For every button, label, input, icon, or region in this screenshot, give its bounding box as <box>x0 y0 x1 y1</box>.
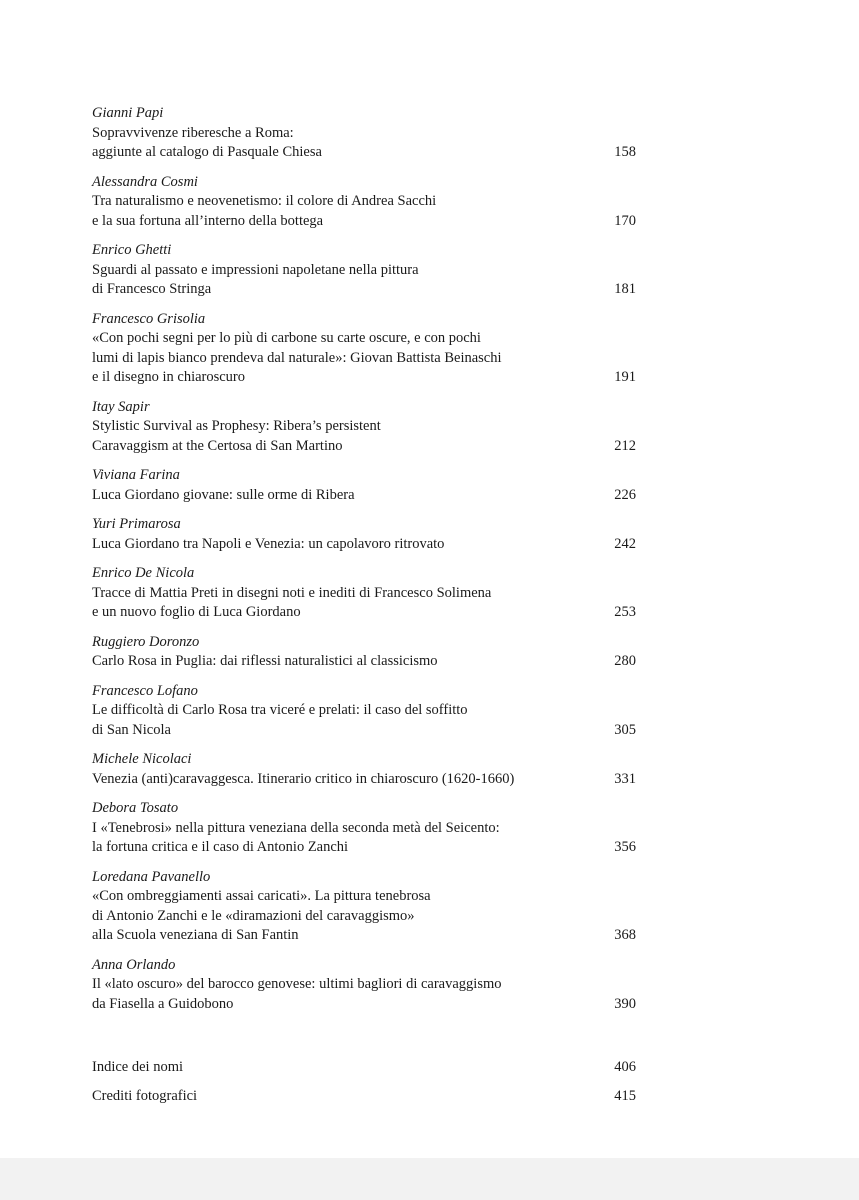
toc-entry <box>92 682 640 741</box>
entry-title-row <box>92 535 640 555</box>
back-matter-page-number: 415 <box>614 1088 636 1104</box>
entry-title <box>92 770 514 790</box>
entry-title-line: Stylistic Survival as Prophesy: Ribera’s persistent <box>92 418 381 434</box>
entry-title-row <box>92 819 640 858</box>
entry-title-row <box>92 701 640 740</box>
entry-title-line: di San Nicola <box>92 721 171 738</box>
toc-entry <box>92 868 640 946</box>
entry-author: Enrico Ghetti <box>92 242 172 258</box>
back-matter-item <box>92 1087 640 1107</box>
entry-author: Francesco Grisolia <box>92 310 206 327</box>
entry-title-row <box>92 887 640 946</box>
entry-author: Loredana Pavanello <box>92 868 211 885</box>
entry-author: Viviana Farina <box>92 467 180 483</box>
entry-page-number: 191 <box>614 369 636 385</box>
entry-title-line: Sopravvivenze riberesche a Roma: <box>92 124 294 141</box>
entry-title-line: da Fiasella a Guidobono <box>92 995 234 1012</box>
entry-title-row <box>92 192 640 231</box>
entry-title-line: Tra naturalismo e neovenetismo: il colore di Andrea Sacchi <box>92 193 437 209</box>
entry-author: Michele Nicolaci <box>92 751 192 767</box>
entry-page-number: 212 <box>614 437 636 454</box>
entry-author: Alessandra Cosmi <box>92 173 198 190</box>
entry-author: Gianni Papi <box>92 105 164 121</box>
toc-entry <box>92 398 640 457</box>
toc-entry <box>92 310 640 388</box>
entry-title <box>92 975 502 1014</box>
back-matter-page-number: 406 <box>614 1059 636 1075</box>
entry-page-number: 356 <box>614 839 636 855</box>
entry-title-row <box>92 652 640 672</box>
entry-author: Francesco Lofano <box>92 682 198 699</box>
entry-title-line: di Antonio Zanchi e le «diramazioni del caravaggismo» <box>92 907 415 924</box>
entry-page-number: 253 <box>614 604 636 620</box>
back-matter-item <box>92 1058 640 1078</box>
entry-page-number: 331 <box>614 770 636 787</box>
entry-page-number: 368 <box>614 927 636 943</box>
entry-title-line: Sguardi al passato e impressioni napoletane nella pittura <box>92 261 419 278</box>
entry-title <box>92 701 468 740</box>
entry-title-line: alla Scuola veneziana di San Fantin <box>92 927 299 943</box>
toc-entry <box>92 564 640 623</box>
toc-entry <box>92 633 640 672</box>
entry-title-row <box>92 584 640 623</box>
entry-title <box>92 261 419 300</box>
entry-title-line: Le difficoltà di Carlo Rosa tra viceré e prelati: il caso del soffitto <box>92 702 468 718</box>
entry-title <box>92 417 381 456</box>
entry-title <box>92 887 431 946</box>
entry-title-line: aggiunte al catalogo di Pasquale Chiesa <box>92 144 322 160</box>
entry-title-line: «Con ombreggiamenti assai caricati». La pittura tenebrosa <box>92 888 431 904</box>
entry-title <box>92 819 500 858</box>
entry-title-line: Carlo Rosa in Puglia: dai riflessi naturalistici al classicismo <box>92 653 438 669</box>
entry-title <box>92 652 438 672</box>
entry-title-line: di Francesco Stringa <box>92 281 212 297</box>
entry-title-line: Il «lato oscuro» del barocco genovese: ultimi bagliori di caravaggismo <box>92 976 502 992</box>
entry-title <box>92 584 491 623</box>
back-matter <box>92 1058 640 1116</box>
entry-title-line: Caravaggism at the Certosa di San Martino <box>92 437 343 454</box>
entry-author: Ruggiero Doronzo <box>92 633 200 650</box>
entry-page-number: 305 <box>614 721 636 738</box>
entry-title-row <box>92 770 640 790</box>
entry-title-row <box>92 417 640 456</box>
table-of-contents <box>92 104 640 1024</box>
entry-title <box>92 486 355 506</box>
entry-title-line: la fortuna critica e il caso di Antonio Zanchi <box>92 839 349 855</box>
entry-title-line: e la sua fortuna all’interno della bottega <box>92 212 324 229</box>
entry-title <box>92 535 444 555</box>
entry-author: Yuri Primarosa <box>92 516 181 532</box>
entry-title-line: lumi di lapis bianco prendeva dal naturale»: Giovan Battista Beinaschi <box>92 349 502 366</box>
toc-entry <box>92 515 640 554</box>
entry-page-number: 280 <box>614 653 636 669</box>
toc-entry <box>92 799 640 858</box>
toc-entry <box>92 173 640 232</box>
entry-title-row <box>92 486 640 506</box>
entry-title-line: Venezia (anti)caravaggesca. Itinerario critico in chiaroscuro (1620-1660) <box>92 770 515 787</box>
toc-entry <box>92 750 640 789</box>
entry-title-line: Luca Giordano tra Napoli e Venezia: un capolavoro ritrovato <box>92 535 445 552</box>
toc-entry <box>92 466 640 505</box>
back-matter-label: Crediti fotografici <box>92 1088 198 1104</box>
entry-author: Anna Orlando <box>92 956 176 973</box>
entry-title-line: Luca Giordano giovane: sulle orme di Ribera <box>92 486 355 503</box>
toc-entry <box>92 104 640 163</box>
entry-title <box>92 329 502 388</box>
entry-page-number: 181 <box>614 281 636 297</box>
entry-author: Debora Tosato <box>92 800 179 816</box>
entry-title-line: e un nuovo foglio di Luca Giordano <box>92 604 301 620</box>
entry-title-row <box>92 329 640 388</box>
entry-page-number: 242 <box>614 535 636 552</box>
page-bottom-margin <box>0 1158 859 1200</box>
entry-page-number: 226 <box>614 486 636 503</box>
entry-title-line: e il disegno in chiaroscuro <box>92 369 246 385</box>
entry-title-row <box>92 124 640 163</box>
entry-title-line: I «Tenebrosi» nella pittura veneziana della seconda metà del Seicento: <box>92 819 500 836</box>
entry-author: Itay Sapir <box>92 398 150 415</box>
entry-title-line: Tracce di Mattia Preti in disegni noti e inediti di Francesco Solimena <box>92 584 492 601</box>
entry-title-row <box>92 975 640 1014</box>
toc-entry <box>92 956 640 1015</box>
entry-title <box>92 124 322 163</box>
entry-author: Enrico De Nicola <box>92 565 195 581</box>
toc-entry <box>92 241 640 300</box>
entry-title-row <box>92 261 640 300</box>
entry-page-number: 158 <box>614 144 636 160</box>
entry-page-number: 170 <box>614 212 636 229</box>
entry-page-number: 390 <box>614 995 636 1012</box>
entry-title-line: «Con pochi segni per lo più di carbone su carte oscure, e con pochi <box>92 330 481 346</box>
entry-title <box>92 192 436 231</box>
back-matter-label: Indice dei nomi <box>92 1059 184 1075</box>
